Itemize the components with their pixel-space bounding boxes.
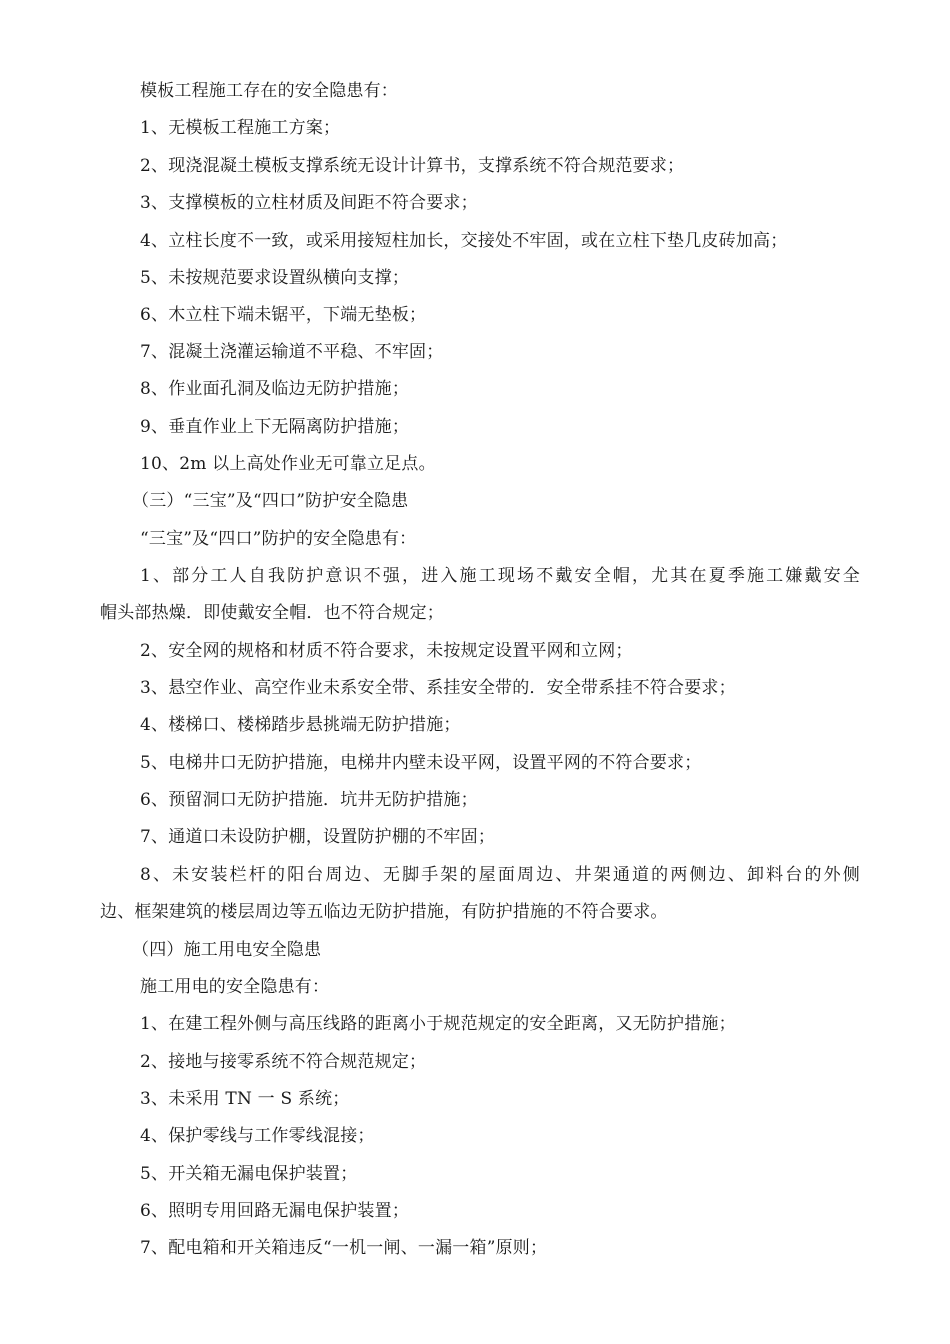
list-item: 1、部分工人自我防护意识不强，进入施工现场不戴安全帽，尤其在夏季施工嫌戴安全 — [140, 566, 860, 586]
list-item: 5、开关箱无漏电保护装置； — [140, 1164, 358, 1184]
paragraph-heading-three-treasures: “三宝”及“四口”防护的安全隐患有： — [140, 529, 417, 549]
section-heading-electricity: （四）施工用电安全隐患 — [132, 940, 322, 960]
list-item: 6、木立柱下端未锯平，下端无垫板； — [140, 305, 427, 325]
list-item: 2、接地与接零系统不符合规范规定； — [140, 1052, 427, 1072]
list-item: 10、2m 以上高处作业无可靠立足点。 — [140, 454, 436, 474]
list-item: 6、预留洞口无防护措施．坑井无防护措施； — [140, 790, 478, 810]
list-item: 7、配电箱和开关箱违反“一机一闸、一漏一箱”原则； — [140, 1238, 548, 1258]
paragraph-heading-electricity: 施工用电的安全隐患有： — [140, 977, 330, 997]
section-heading-three-treasures: （三）“三宝”及“四口”防护安全隐患 — [132, 491, 409, 511]
list-item: 8、作业面孔洞及临边无防护措施； — [140, 379, 410, 399]
list-item-continuation: 帽头部热燥．即使戴安全帽．也不符合规定； — [100, 603, 444, 623]
list-item: 7、混凝土浇灌运输道不平稳、不牢固； — [140, 342, 444, 362]
list-item: 4、立柱长度不一致，或采用接短柱加长，交接处不牢固，或在立柱下垫几皮砖加高； — [140, 231, 788, 251]
list-item: 4、楼梯口、楼梯踏步悬挑端无防护措施； — [140, 715, 461, 735]
list-item: 2、安全网的规格和材质不符合要求，未按规定设置平网和立网； — [140, 641, 633, 661]
paragraph-heading-formwork: 模板工程施工存在的安全隐患有： — [140, 81, 398, 101]
list-item: 9、垂直作业上下无隔离防护措施； — [140, 417, 410, 437]
list-item-continuation: 边、框架建筑的楼层周边等五临边无防护措施，有防护措施的不符合要求。 — [100, 902, 668, 922]
list-item: 7、通道口未设防护棚，设置防护棚的不牢固； — [140, 827, 496, 847]
list-item: 1、在建工程外侧与高压线路的距离小于规范规定的安全距离，又无防护措施； — [140, 1014, 736, 1034]
list-item: 4、保护零线与工作零线混接； — [140, 1126, 375, 1146]
list-item: 3、未采用 TN 一 S 系统； — [140, 1089, 350, 1109]
list-item: 2、现浇混凝土模板支撑系统无设计计算书，支撑系统不符合规范要求； — [140, 156, 685, 176]
list-item: 3、支撑模板的立柱材质及间距不符合要求； — [140, 193, 478, 213]
list-item: 1、无模板工程施工方案； — [140, 118, 341, 138]
list-item: 6、照明专用回路无漏电保护装置； — [140, 1201, 410, 1221]
list-item: 8、未安装栏杆的阳台周边、无脚手架的屋面周边、井架通道的两侧边、卸料台的外侧 — [140, 865, 860, 885]
list-item: 5、电梯井口无防护措施，电梯井内壁未设平网，设置平网的不符合要求； — [140, 753, 702, 773]
list-item: 5、未按规范要求设置纵横向支撑； — [140, 268, 410, 288]
list-item: 3、悬空作业、高空作业未系安全带、系挂安全带的．安全带系挂不符合要求； — [140, 678, 736, 698]
